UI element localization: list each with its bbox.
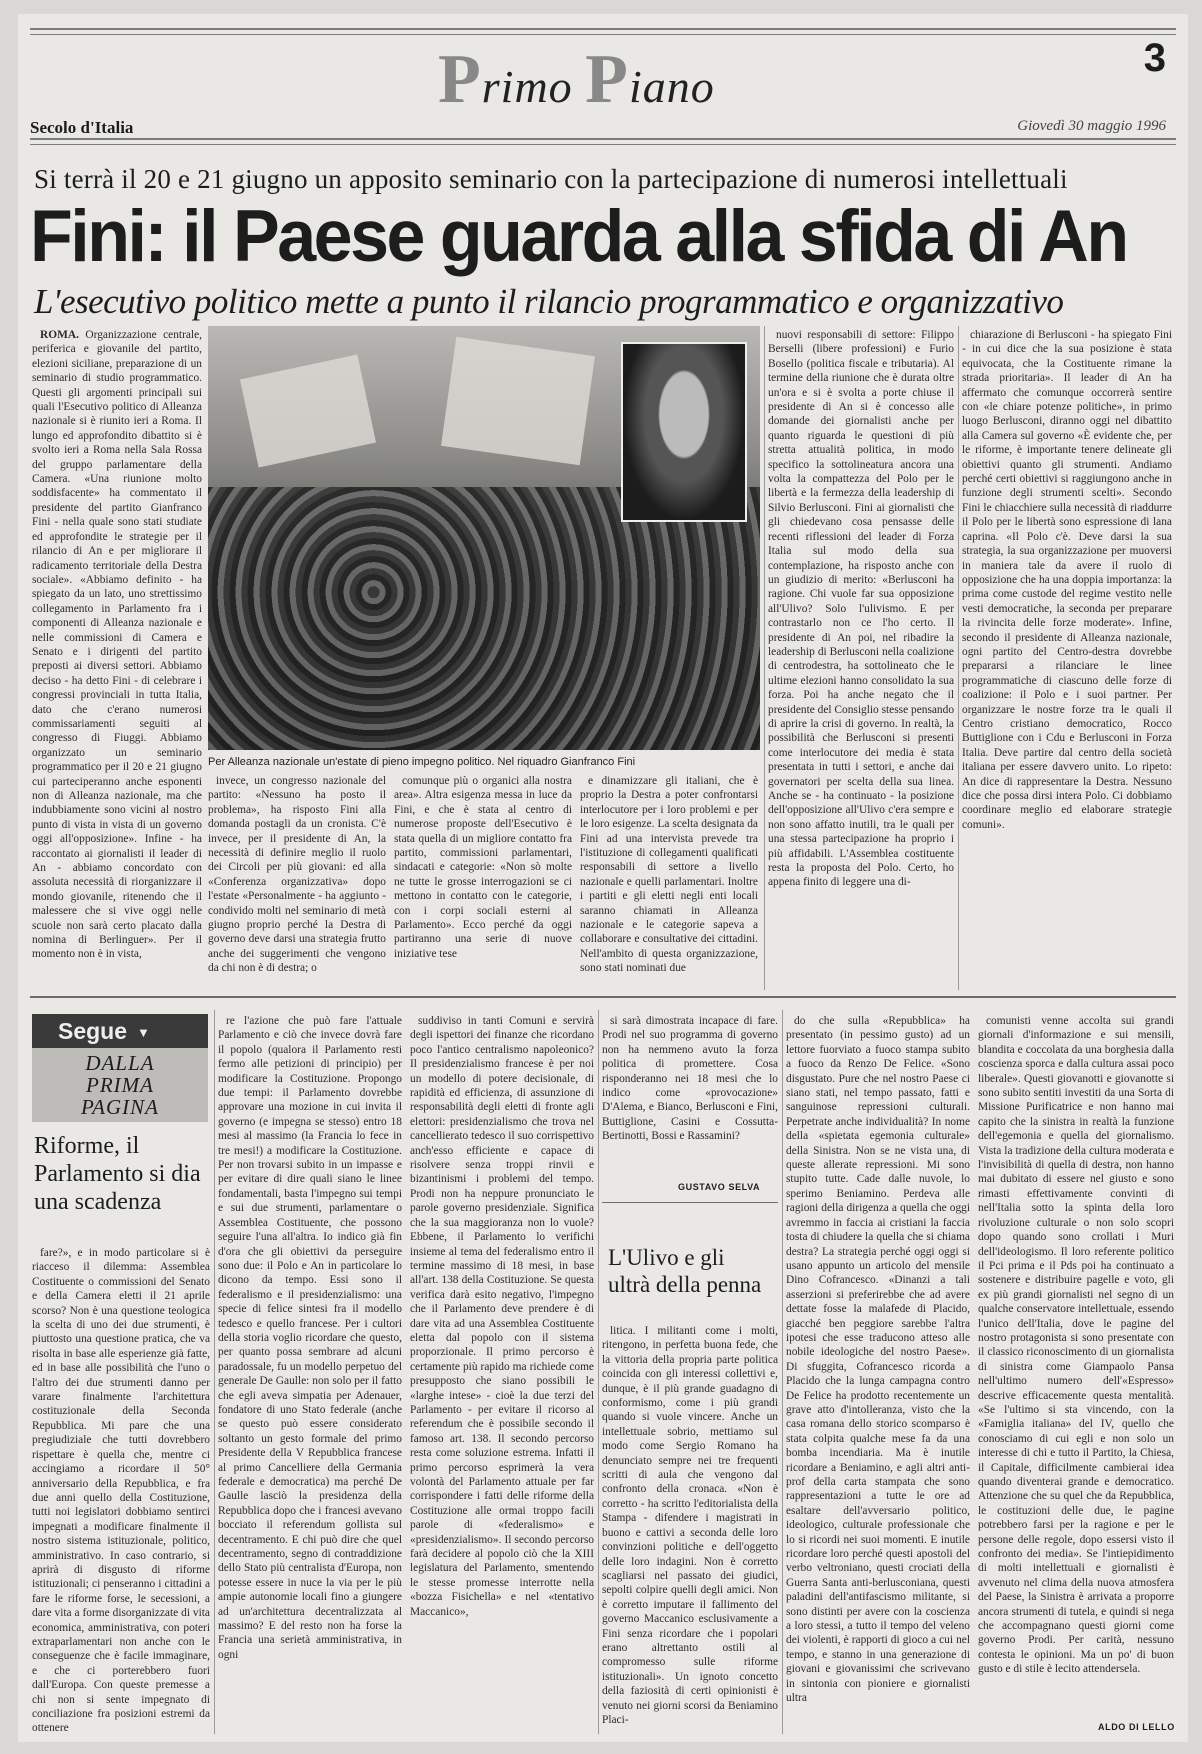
column-text: nuovi responsabili di settore: Filippo Berselli (libere professioni) e Furio Bosello (politica fiscale e tributaria). Al termine della riunione che è durata oltre un'ora e si è svolta a porte chiuse il presidente di An si è concesso alle domande dei giornalisti anche per quanto riguarda le questioni di più stretta attualità politica, in modo specifico la sottolineatura ancora una volta la compattezza del Polo per le libertà e la fermezza della leadership di Silvio Berlusconi. Fini ai giornalisti che gli chiedevano cosa pensasse delle recenti riflessioni del leader di Forza Italia sul modo della sua contemplazione, ha risposto anche con un giudizio di merito: «Berlusconi ha ragione. Chi vuole far sua opposizione all'Ulivo? Solo l'ulivismo. E per contrastarlo non ce l'ho certo. Il presidente di An poi, nel ribadire la leadership di Berlusconi nella coalizione di centrodestra, ha sottolineato che le ultime elezioni hanno consolidato la sua forza. Poi ha anche negato che il presidente del Consiglio stesse pensando di aprire la crisi di governo. In realtà, la possibilità che Berlusconi si presenti come interlocutore dei media è stata presentata in tutti i settori, e anche dai governatori per scelta della sua linea. Anche se - ha continuato - la posizione dell'opposizione all'Ulivo c'era sempre e non sono affatto inutili, tra le quali per una stessa partecipazione ha proprio i più affidabili. L'Assemblea costituente resta la proposta del Polo. Certo, ho appena finito di leggere una di- [768, 329, 954, 889]
riforme-column-4 [602, 1014, 778, 1174]
column-divider [782, 1010, 783, 1734]
riforme-title: Riforme, il Parlamento si dia una scadenza [34, 1133, 201, 1215]
riforme-column-2 [218, 1014, 402, 1734]
column-divider [598, 1010, 599, 1734]
segue-box [32, 1014, 208, 1122]
main-article-column-4 [580, 774, 758, 988]
masthead: Secolo d'Italia [30, 118, 134, 137]
triangle-down-icon: ▼ [137, 1025, 150, 1041]
main-article-column-1 [32, 328, 202, 988]
column-text: comunisti venne accolta sui grandi giornali d'informazione e sui mensili, blandita e coccolata da una borghesia dalla coscienza sporca e dalla cultura assai poco liberale». Questi giovanotti e giovanotte si sono subito sentiti investiti da una Sorta di Missione Purificatrice e non hanno mai capito che la sinistra in realtà la funzione dell'egemonia e quella del giornalismo. Vista la tradizione della cultura moderata e l'invisibilità di quella di destra, non hanno mai dubitato di essere nel giusto e sono rimasti effettivamente convinti di nell'Italia sotto la spinta della loro rivoluzione culturale o non solo scopri dopo quando sono crollati i Muri dell'ideologismo. Il loro referente politico il Pci prima e il Pds poi ha continuato a sostenere e distribuire pagelle e voto, gli ex più grandi giornalisti nel segno di un qualche conservatore intellettuale, essendo l'unico dell'Italia, dove le pagine del nostro protagonista si sono presentate con il classico riconoscimento di un giornalista di sinistra come Giampaolo Pansa nell'ultimo numero dell'«Espresso» descrive efficacemente questa mentalità. «Se l'ultimo si sta vincendo, con la «Famiglia italiana» del IV, quello che conosciamo di cui egli e non solo un interesse di chi e tutto il Partito, la Chiesa, il Capitale, difficilmente cambierai idea quando diventerai grande e democratico. Attenzione che su quel che da Repubblica, le costituzioni delle due, le pagine potrebbero farsi per la ragione e per le persone delle regole, dopo essersi visto il confronto dei media». Se l'intiepidimento di molti intellettuali e giornalisti è avvenuto nel clima della nuova atmosfera del Paese, la Sinistra è arrivata a proporre ancora strumenti di tutela, e quindi si nega che accompagnano questi giorni come governo Prodi. Per carità, nessuno contesta le opinioni. Ma un po' di buon gusto e di stile è lecito attendersela. [978, 1015, 1174, 1676]
segue-label: Segue [58, 1018, 128, 1044]
protest-photo [208, 326, 760, 750]
byline: ALDO DI LELLO [1098, 1722, 1175, 1732]
riforme-column-3 [410, 1014, 594, 1734]
column-divider [764, 326, 765, 990]
photo-caption: Per Alleanza nazionale un'estate di pieno impegno politico. Nel riquadro Gianfranco Fini [208, 756, 636, 768]
column-text: comunque più o organici alla nostra area». Altra esigenza messa in luce da Fini, e che è stata al centro di numerose proposte dell'Esecutivo è stata quella di un migliore contatto fra partito, commissioni parlamentari, sindacati e categorie: «Non sò molte ne tutte le grosse interrogazioni se ci mettono in contatto con le categorie, con i corpi sociali esterni al Parlamento». Ecco perché da oggi partiranno una serie di nuove iniziative tese [394, 775, 572, 960]
ulivo-column-3 [978, 1014, 1174, 1720]
column-text: do che sulla «Repubblica» ha presentato (in pessimo gusto) ad un lettore fuorviato a fuoco stampa subito a fuoco da Renzo De Felice. «Sono disgustato. Pure che nel nostro Paese ci siano stati, nel tempo passato, fatti e sanguinose repressioni culturali. Perpetrate anche individualità? In nome della «spietata egemonia culturale» della Sinistra. Non se ne vista una, di queste allerate repressioni. Mi sono stupito tutte. Cade dalle nuvole, lo sperimo Beniamino. Perdeva alle ragioni della dirigenza a quella che oggi avremmo in faccia ai cristiani la faccia tosta di chiudere la quella che si chiama destra? La strategia perché oggi oggi si usano appunto un articolo del mensile Dino Cofrancesco. «Dinanzi a tali asserzioni si preferirebbe che ad avere dettate fosse la malafede di Placido, giacché ben peggiore sarebbe l'altra ipotesi che esse traducono atteso alle nobile ideologiche del nostro Paese». Di sfuggita, Cofrancesco ricorda a Placido che la lunga campagna contro De Felice ha prodotto recentemente un grave atto d'intolleranza, visto che la casa romana dello storico scomparso è stata colpita qualche mese fa da una bomba incendiaria. Ma è inutile ricordare a Beniamino, e agli altri anti-prof della carta stampata che sono rappresentazioni a tutte le ore ad esaltare dell'avversario politico, ideologico, culturale professionale che lo si ricordi nei suoi momenti. E inutile ricordare loro perché questi apostoli del verbo veltroniano, questi crociati della Guerra Santa anti-berlusconiana, questi paladini dell'antifascismo militante, si sono distinti per avere con la coscienza a loro stessi, a tutto il tempo del veleno dei violenti, è rapporti di gioco a cui nel tempo, e stanno in una generazione di giovani e giovanissimi che scrivevano in sintonia con pioniere e giornalisti ultra [786, 1015, 970, 1705]
article-divider [602, 1202, 778, 1203]
segue-from [32, 1052, 208, 1118]
section-title-cap: P [438, 41, 482, 118]
crowd-shape [208, 487, 760, 750]
top-rule [30, 28, 1176, 30]
main-article-column-3 [394, 774, 572, 988]
segue-bar [32, 1014, 208, 1048]
main-article-column-6 [962, 328, 1172, 988]
main-article-column-5 [768, 328, 954, 988]
column-text: Organizzazione centrale, periferica e giovanile del partito, elezioni siciliane, preparazione di un seminario di studio programmatico. Questi gli argomenti principali sui quali l'Esecutivo politico di Alleanza nazionale si è riunito ieri a Roma. Il lungo ed approfondito dibattito si è svolto ieri a Roma nella Sala Rossa del gruppo parlamentare della Camera. «Una riunione molto soddisfacente» ha commentato il presidente del partito Gianfranco Fini - nella quale sono stati studiate ed approfondite le strategie per il rilancio di An e per migliorare il radicamento territoriale della Destra sociale». «Abbiamo definito - ha spiegato da un lato, uno strettissimo collegamento in Parlamento fra i componenti di Alleanza nazionale e nelle commissioni di Camera e Senato e i dirigenti del partito preposti ai diversi settori. Abbiamo deciso - ha detto Fini - di celebrare i congressi provinciali in tutta Italia, dato che c'erano numerosi commissariamenti seguiti al congresso di Fiuggi. Abbiamo organizzato un seminario programmatico per il 20 e 21 giugno cui parteciperanno anche esponenti non di Alleanza nazionale, ma che indubbiamente sono vicini al nostro punto di vista in vista di un governo oggi all'opposizione». Infine - ha raccontato ai giornalisti il leader di An - abbiamo concordato con assoluta necessità di riorganizzare il mondo giovanile, ritenendo che il malessere che si vive oggi nelle scuole non sarà certo placato dalla nomina di Berlinguer». Per il momento non è in vista, [32, 329, 202, 961]
headline-kicker: Si terrà il 20 e 21 giugno un apposito seminario con la partecipazione di numerosi intellettuali [34, 164, 1068, 194]
column-divider [958, 326, 959, 990]
column-text: invece, un congresso nazionale del partito: «Nessuno ha posto il problema», ha risposto Fini alla domanda postagli da un cronista. C'è invece, per il presidente di An, la necessità di definire meglio il ruolo dei Circoli per più giovani: ed alla «Conferenza organizzativa» dopo l'estate «Personalmente - ha aggiunto - condivido molti nel seminario di metà giugno proprio perché la Destra di governo deve darsi una strategia frutto anche dei suggerimenti che vengono da chi non è di destra; o [208, 775, 386, 975]
header-bottom-rule-thin [30, 144, 1176, 145]
page-number: 3 [1143, 36, 1166, 80]
column-text: litica. I militanti come i molti, ritengono, in perfetta buona fede, che la vittoria della propria parte politica coincida con gli interessi collettivi e, dunque, è il più grande guadagno di conformismo, come i più grandi quando si vuole vincere. Anche un intellettuale sobrio, mettiamo sul modo come Sergio Romano ha denunciato sempre nei tre frequenti scritti di aula che vengono dal confronto della cronaca. «Non è corretto - ha scritto l'editorialista della Stampa - difendere i magistrati in buono e cattivi a seconda delle loro convinzioni politiche e dell'oggetto delle loro indagini. Non è corretto scagliarsi nel passato dei giudici, sepolti colpire quelli degli amici. Non è corretto imputare il fallimento del governo Maccanico esclusivamente a Fini senza ricordare che i popolari erano altrettanto ostili al compromesso sulle riforme istituzionali». Un ignoto concetto della faziosità di certi opinionisti è venuto nei giorni scorsi da Beniamino Placi- [602, 1325, 778, 1726]
section-title-cap: P [585, 41, 629, 118]
segue-line: PRIMA [86, 1073, 154, 1097]
byline: GUSTAVO SELVA [678, 1182, 761, 1192]
column-text: e dinamizzare gli italiani, che è proprio la Destra a poter confrontarsi interlocutore per i loro problemi e per le loro esigenze. La scelta designata da Fini ad una intervista prevede tra l'istituzione di collegamenti qualificati responsabili di settore a livello nazionale e quelli parlamentari. Inoltre i partiti e gli eletti negli enti locali saranno chiamati in Alleanza nazionale e le categorie sapeva a collaborare e consultative dei cittadini. Nell'ambito di questa organizzazione, sono stati nominati due [580, 775, 758, 975]
newspaper-page [18, 14, 1188, 1742]
top-rule-thin [30, 34, 1176, 35]
main-headline: Fini: il Paese guarda alla sfida di An [30, 195, 1127, 277]
section-title-word: rimo [481, 61, 586, 112]
section-title-word: iano [628, 61, 715, 112]
main-article-column-2 [208, 774, 386, 988]
ulivo-title: L'Ulivo e gli ultrà della penna [608, 1245, 762, 1297]
column-text: si sarà dimostrata incapace di fare. Prodi nel suo programma di governo non ha nemmeno avuto la forza politica di promettere. Cosa risponderanno nei 18 mesi che lo indico come «provocazione» D'Alema, e Bianco, Berlusconi e Fini, Buttiglione, Casini e Cossutta-Bertinotti, Bossi e Rassamini? [602, 1015, 778, 1143]
issue-date: Giovedì 30 maggio 1996 [1017, 118, 1166, 134]
section-divider [30, 996, 1176, 998]
subheadline: L'esecutivo politico mette a punto il rilancio programmatico e organizzativo [34, 282, 1064, 321]
portrait-inset [621, 342, 747, 522]
section-title [438, 40, 715, 120]
riforme-column-1 [32, 1246, 210, 1734]
segue-line: PAGINA [81, 1095, 159, 1119]
ulivo-column-1 [602, 1324, 778, 1734]
ulivo-column-2 [786, 1014, 970, 1734]
dateline: ROMA. [40, 329, 79, 341]
header-bottom-rule [30, 138, 1176, 140]
column-divider [214, 1010, 215, 1734]
flag-shape [240, 355, 376, 468]
column-text: re l'azione che può fare l'attuale Parlamento e ciò che invece dovrà fare il popolo (qualora il Parlamento resti fermo alle petizioni di principio) per modificare la Costituzione. Propongo due tempi: il Parlamento dovrebbe approvare una mozione in cui invita il governo (e impegna se stesso) entro 18 mesi al massimo (la Francia lo fece in tre mesi!) a modificare la Costituzione. Per non trovarsi subito in un impasse e per evitare di dire quali siano le linee fondamentali, basta l'impegno sui tempi e sui due strumenti, parlamentare o Assemblea Costituente, che possono seguire l'una all'altra. Io indico già fin d'ora che gli obiettivi da perseguire sono due: il Polo e An in particolare lo dicono da tempo. Essi sono il federalismo e il presidenzialismo: una specie di felice sintesi fra il modello tedesco e quello francese. Per i cultori della storia voglio ricordare che questo, per quanto possa sembrare ad alcuni paradossale, fu un modello perpetuo del generale De Gaulle: non solo per il fatto che egli aveva simpatia per Adenauer, fondatore di uno Stato federale (anche se questo può essere considerato soltanto un gesto formale del primo Presidente della V Repubblica francese al primo Cancelliere della Germania federale e democratica) ma perché De Gaulle lasciò la presidenza della Repubblica dopo che i francesi avevano bocciato il referendum gollista sul decentramento. E chi può dire che quel decentramento, segno di contraddizione dello Stato più centralista d'Europa, non potesse essere in nuce la via per le più ampie autonomie locali fino a giungere ad un'architettura decentralizzata al massimo? E del resto non ha forse la Francia una serietà amministrativa, in ogni [218, 1015, 402, 1661]
column-text: suddiviso in tanti Comuni e servirà degli ispettori dei finanze che ricordano poco l'antico centralismo napoleonico? Il presidenzialismo francese è per noi un modello di potere decisionale, di rapidità ed efficienza, di assunzione di responsabilità degli eletti di fronte agli elettori: presidenzialismo che trova nel cancellierato tedesco il suo corrispettivo anch'esso efficiente e capace di risolvere senza troppi rinvii e bizantinismi i problemi del tempo. Prodi non ha neppure pronunciato le parole governo presidenziale. Significa che la sua maggioranza non lo vuole? Ebbene, il Parlamento lo verifichi insieme al tema del federalismo entro il termine massimo di 18 mesi, in base all'art. 138 della Costituzione. Se questa verifica darà esito negativo, l'impegno che il Parlamento deve prendere è di dare vita ad una Assemblea Costituente eletta dal popolo con il sistema proporzionale. Il primo percorso è certamente più rapido ma richiede come presupposto che siano possibili le «larghe intese» - cioè la due terzi del Parlamento - per evitare il ricorso al referendum che è possibile secondo il famoso art. 138. Il secondo percorso resta come soluzione estrema. Infatti il primo percorso esprimerà la vera volontà del Parlamento attuale per far corrispondere i fatti delle riforme della Costituzione alle ormai troppo facili parole di «federalismo» e «presidenzialismo». Il secondo percorso farà decidere al popolo ciò che la XIII legislatura del Parlamento, smentendo le stesse promesse interrotte nella «bozza Fisichella» e nel «tentativo Maccanico», [410, 1015, 594, 1618]
segue-line: DALLA [85, 1051, 155, 1075]
flag-shape [441, 337, 595, 465]
column-text: fare?», e in modo particolare si è riacceso il dilemma: Assemblea Costituente o commissioni del Senato e della Camera eletti il 21 aprile scorso? Non è una questione teologica la scelta di uno dei due strumenti, è piuttosto una questione pratica, che va risolta in base alle esperienze già fatte, ed in base alle possibilità che l'uno o l'altro dei due strumenti danno per varare finalmente l'architettura costituzionale della Seconda Repubblica. Mi pare che una pregiudiziale che tutti dovrebbero rispettare è quella che, mentre ci accingiamo a ricordare il 50° anniversario della Repubblica, e fra due anni quello della Costituzione, tutti noi legislatori dobbiamo sentirci impegnati a modificare finalmente il nostro sistema istituzionale, politico, amministrativo. In caso contrario, si aprirà di disgusto di riforme istituzionali; ci penseranno i cittadini a fare le riforme forse, le secessioni, a dare vita a forme disorganizzate di vita economica, amministrativa, con poteri extraparlamentari non anche con le conseguenze che è facile immaginare, e che ci porterebbero fuori dall'Europa. Con queste premesse a chi non si sente impegnato di conciliazione fra posizioni estremi da ottenere [32, 1247, 210, 1734]
column-text: chiarazione di Berlusconi - ha spiegato Fini - in cui dice che la sua posizione è stata equivocata, che la Costituente rimane la strada prioritaria». Il leader di An ha affermato che comunque occorrerà sentire con «le chiare potenze politiche», in primo luogo Berlusconi, diranno oggi nel dibattito alla Camera sul governo «È evidente che, per le riforme, è importante tenere delineate gli obiettivi quanto gli strumenti. Andiamo perché certi obiettivi si raggiungono anche in funzione degli strumenti scelti». Secondo Fini le chiacchiere sulla necessità di riaddurre il Polo per le libertà sono espressione di lana caprina. «Il Polo c'è. Deve darsi la sua strategia, la sua organizzazione per muoversi in maniera tale da avere il ruolo di opposizione che ha una doppia importanza: la prima come custode del regime vestito nelle vesti democratiche, la seconda per preparare la rivincita delle forze moderate». Infine, secondo il presidente di Alleanza nazionale, ogni partito del Centro-destra dovrebbe prepararsi a rilanciare le linee programmatiche di ciascuno delle forze di coalizione: il Polo e i suoi partner. Per organizzare le nostre forze tra le quali il Centro cristiano democratico, Rocco Buttiglione con i Cdu e Berlusconi in Forza Italia. Deve partire dal centro della società italiana per essere davvero unito. Lo ripeto: An dice di rappresentare la Destra. Nessuno dice che possa dirsi intera Polo. Ci dobbiamo coordinare meglio ed elaborare strategie comuni». [962, 329, 1172, 831]
